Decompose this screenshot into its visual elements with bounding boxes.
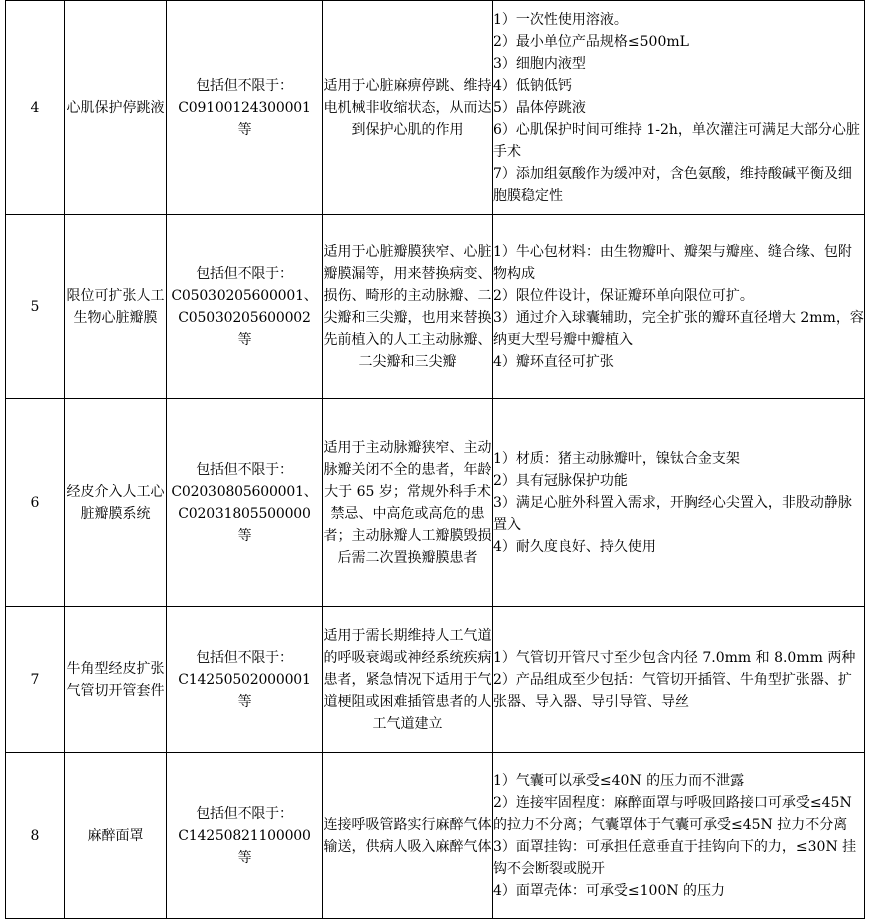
requirement-item: 7）添加组氨酸作为缓冲对，含色氨酸，维持酸碱平衡及细胞膜稳定性	[493, 165, 852, 204]
product-name: 牛角型经皮扩张气管切开管套件	[65, 607, 167, 753]
code-values: C02030805600001、C02031805500000	[171, 483, 318, 522]
technical-requirements	[493, 753, 865, 919]
requirement-item: 3）通过介入球囊辅助，完全扩张的瓣环直径增大 2mm，容纳更大型号瓣中瓣植入	[493, 309, 864, 348]
product-code	[167, 607, 323, 753]
requirement-item: 2）连接牢固程度：麻醉面罩与呼吸回路接口可承受≤45N 的拉力不分离；气囊罩体于气囊可承受≤45N 拉力不分离	[493, 794, 852, 833]
usage-scope: 适用于心脏麻痹停跳、维持电机械非收缩状态，从而达到保护心肌的作用	[323, 1, 493, 215]
code-suffix: 等	[237, 121, 252, 138]
requirement-item: 4）低钠低钙	[493, 77, 572, 94]
requirement-item: 6）心肌保护时间可维持 1-2h，单次灌注可满足大部分心脏手术	[493, 121, 860, 160]
product-code	[167, 1, 323, 215]
usage-scope: 适用于主动脉瓣狭窄、主动脉瓣关闭不全的患者，年龄大于 65 岁；常规外科手术禁忌、中高危或高危的患者；主动脉瓣人工瓣膜毁损后需二次置换瓣膜患者	[323, 399, 493, 607]
code-values: C05030205600001、C05030205600002	[171, 287, 318, 326]
row-number: 6	[6, 399, 65, 607]
product-code	[167, 215, 323, 399]
code-values: C14250502000001	[178, 671, 311, 688]
requirement-item: 3）满足心脏外科置入需求，开胸经心尖置入，非股动静脉置入	[493, 494, 852, 533]
requirement-item: 1）一次性使用溶液。	[493, 11, 628, 28]
requirement-item: 2）具有冠脉保护功能	[493, 472, 628, 489]
code-prefix: 包括但不限于：	[196, 265, 293, 282]
requirement-item: 1）气囊可以承受≤40N 的压力而不泄露	[493, 772, 745, 789]
requirement-item: 2）产品组成至少包括：气管切开插管、牛角型扩张器、扩张器、导入器、导引导管、导丝	[493, 671, 852, 710]
usage-scope: 适用于需长期维持人工气道的呼吸衰竭或神经系统疾病患者，紧急情况下适用于气道梗阻或困难插管患者的人工气道建立	[323, 607, 493, 753]
usage-scope: 连接呼吸管路实行麻醉气体输送，供病人吸入麻醉气体	[323, 753, 493, 919]
code-prefix: 包括但不限于：	[196, 77, 293, 94]
code-values: C14250821100000	[178, 827, 311, 844]
technical-requirements	[493, 1, 865, 215]
row-number: 5	[6, 215, 65, 399]
requirement-item: 4）面罩壳体：可承受≤100N 的压力	[493, 882, 726, 899]
code-prefix: 包括但不限于：	[196, 649, 293, 666]
product-code	[167, 753, 323, 919]
table-row	[6, 1, 865, 215]
technical-requirements	[493, 607, 865, 753]
code-suffix: 等	[237, 693, 252, 710]
requirement-item: 1）材质：猪主动脉瓣叶，镍钛合金支架	[493, 450, 740, 467]
requirement-item: 2）限位件设计，保证瓣环单向限位可扩。	[493, 287, 754, 304]
row-number: 4	[6, 1, 65, 215]
table-row	[6, 753, 865, 919]
product-name: 心肌保护停跳液	[65, 1, 167, 215]
product-table	[5, 0, 865, 919]
table-row	[6, 399, 865, 607]
requirement-item: 5）晶体停跳液	[493, 99, 586, 116]
product-name: 麻醉面罩	[65, 753, 167, 919]
requirement-item: 2）最小单位产品规格≤500mL	[493, 33, 689, 50]
requirement-item: 3）细胞内液型	[493, 55, 586, 72]
product-name: 限位可扩张人工生物心脏瓣膜	[65, 215, 167, 399]
technical-requirements	[493, 215, 865, 399]
code-suffix: 等	[237, 331, 252, 348]
product-name: 经皮介入人工心脏瓣膜系统	[65, 399, 167, 607]
row-number: 7	[6, 607, 65, 753]
row-number: 8	[6, 753, 65, 919]
code-values: C09100124300001	[178, 99, 311, 116]
table-row	[6, 607, 865, 753]
requirement-item: 4）瓣环直径可扩张	[493, 353, 614, 370]
requirement-item: 1）牛心包材料：由生物瓣叶、瓣架与瓣座、缝合缘、包附物构成	[493, 243, 852, 282]
table-row	[6, 215, 865, 399]
code-suffix: 等	[237, 527, 252, 544]
code-prefix: 包括但不限于：	[196, 805, 293, 822]
code-prefix: 包括但不限于：	[196, 461, 293, 478]
technical-requirements	[493, 399, 865, 607]
usage-scope: 适用于心脏瓣膜狭窄、心脏瓣膜漏等，用来替换病变、损伤、畸形的主动脉瓣、二尖瓣和三尖瓣，也用来替换先前植入的人工主动脉瓣、二尖瓣和三尖瓣	[323, 215, 493, 399]
requirement-item: 3）面罩挂钩：可承担任意垂直于挂钩向下的力，≤30N 挂钩不会断裂或脱开	[493, 838, 857, 877]
code-suffix: 等	[237, 849, 252, 866]
requirement-item: 4）耐久度良好、持久使用	[493, 538, 656, 555]
requirement-item: 1）气管切开管尺寸至少包含内径 7.0mm 和 8.0mm 两种	[493, 649, 856, 666]
product-code	[167, 399, 323, 607]
